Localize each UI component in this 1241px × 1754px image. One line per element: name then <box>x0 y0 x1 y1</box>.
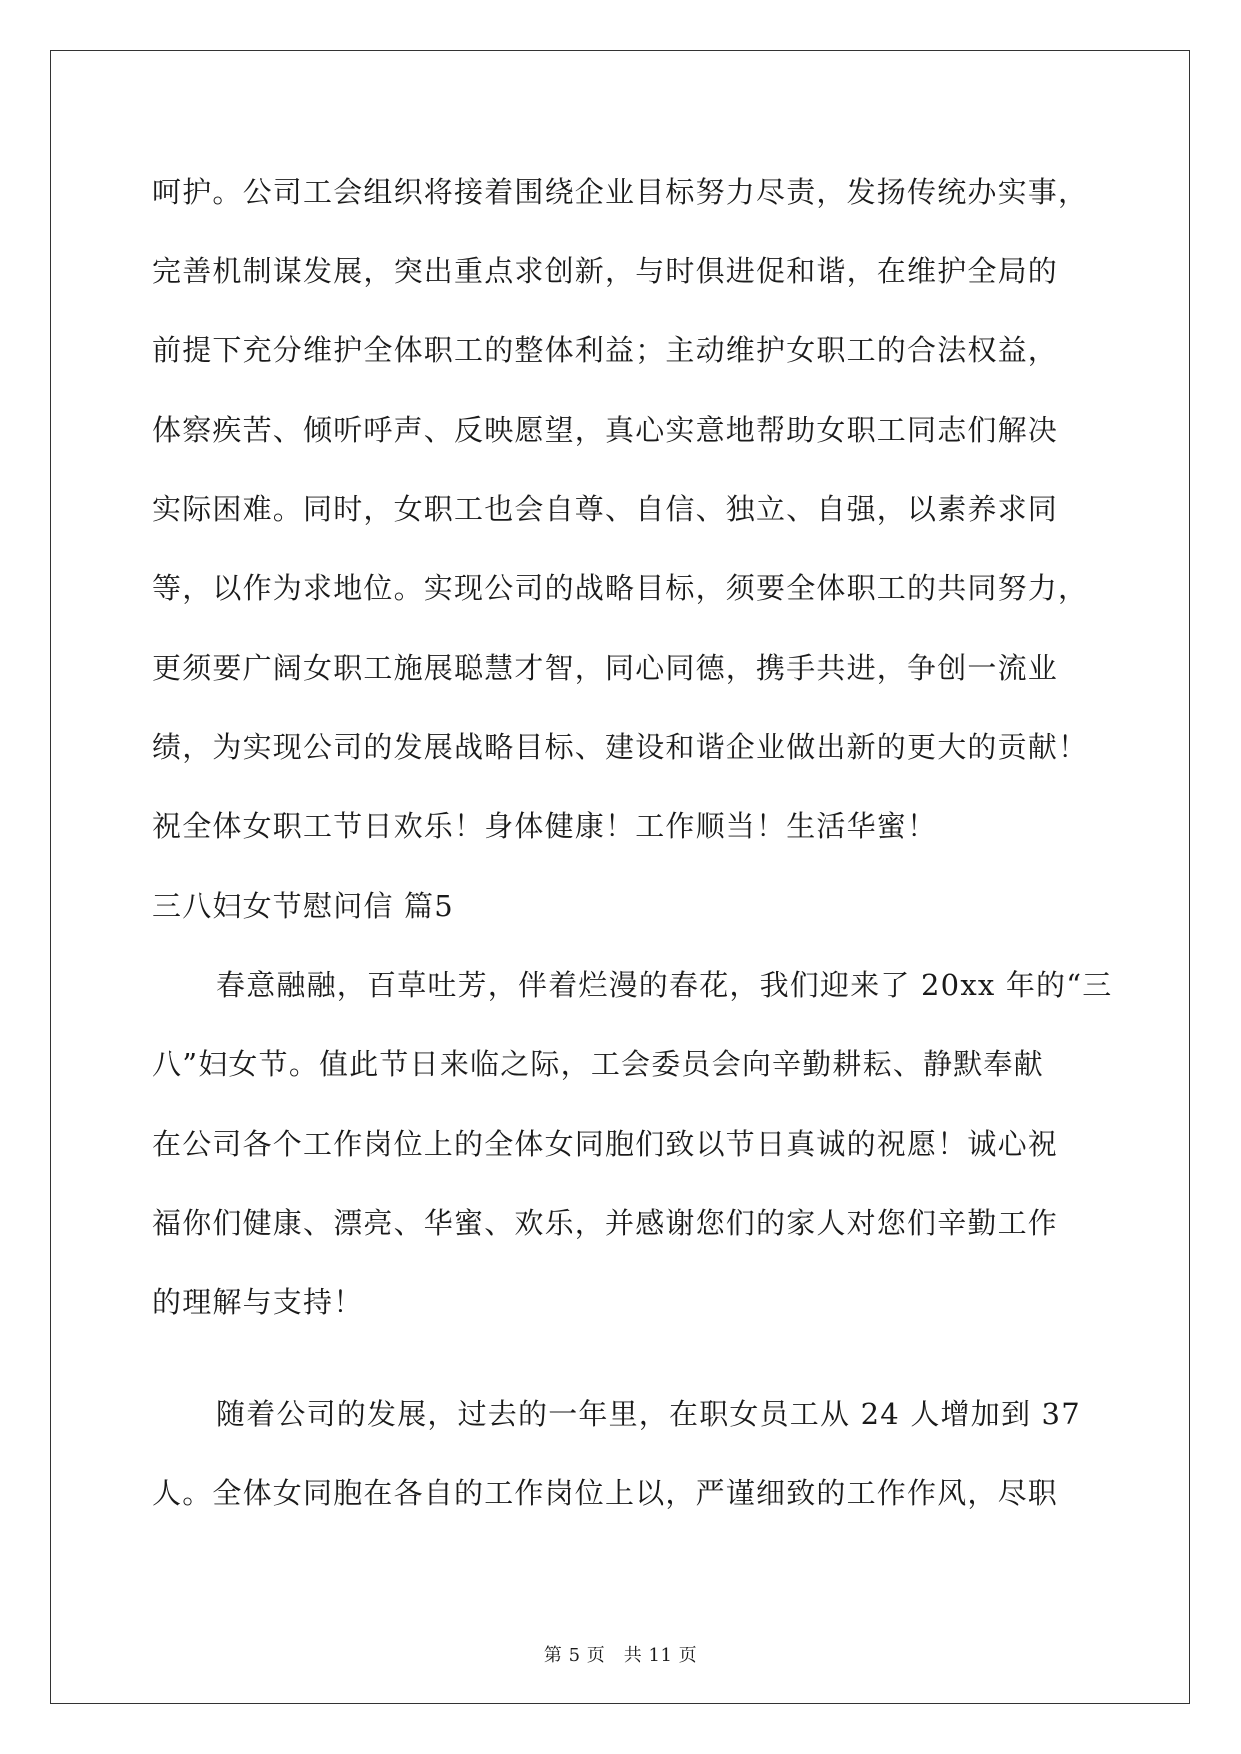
text-line: 在公司各个工作岗位上的全体女同胞们致以节日真诚的祝愿！诚心祝 <box>152 1127 1059 1161</box>
text-line: 春意融融，百草吐芳，伴着烂漫的春花，我们迎来了 20xx 年的“三 <box>216 968 1113 1002</box>
text-line: 实际困难。同时，女职工也会自尊、自信、独立、自强，以素养求同 <box>152 492 1059 526</box>
page-number-footer: 第 5 页 共 11 页 <box>543 1645 698 1666</box>
text-line: 人。全体女同胞在各自的工作岗位上以，严谨细致的工作作风，尽职 <box>152 1476 1059 1510</box>
text-line: 等，以作为求地位。实现公司的战略目标，须要全体职工的共同努力， <box>152 571 1089 605</box>
text-line: 完善机制谋发展，突出重点求创新，与时俱进促和谐，在维护全局的 <box>152 254 1059 288</box>
text-line: 福你们健康、漂亮、华蜜、欢乐，并感谢您们的家人对您们辛勤工作 <box>152 1206 1059 1240</box>
page-border <box>50 50 1190 1704</box>
text-line: 前提下充分维护全体职工的整体利益；主动维护女职工的合法权益， <box>152 333 1059 367</box>
text-line: 更须要广阔女职工施展聪慧才智，同心同德，携手共进，争创一流业 <box>152 651 1059 685</box>
text-line: 呵护。公司工会组织将接着围绕企业目标努力尽责，发扬传统办实事， <box>152 175 1089 209</box>
section-heading: 三八妇女节慰问信 篇5 <box>152 889 454 923</box>
text-line: 的理解与支持！ <box>152 1285 364 1319</box>
text-line: 随着公司的发展，过去的一年里，在职女员工从 24 人增加到 37 <box>216 1397 1081 1431</box>
text-line: 祝全体女职工节日欢乐！身体健康！工作顺当！生活华蜜！ <box>152 809 938 843</box>
text-line: 体察疾苦、倾听呼声、反映愿望，真心实意地帮助女职工同志们解决 <box>152 413 1059 447</box>
text-line: 八”妇女节。值此节日来临之际，工会委员会向辛勤耕耘、静默奉献 <box>152 1047 1044 1081</box>
text-line: 绩，为实现公司的发展战略目标、建设和谐企业做出新的更大的贡献！ <box>152 730 1089 764</box>
